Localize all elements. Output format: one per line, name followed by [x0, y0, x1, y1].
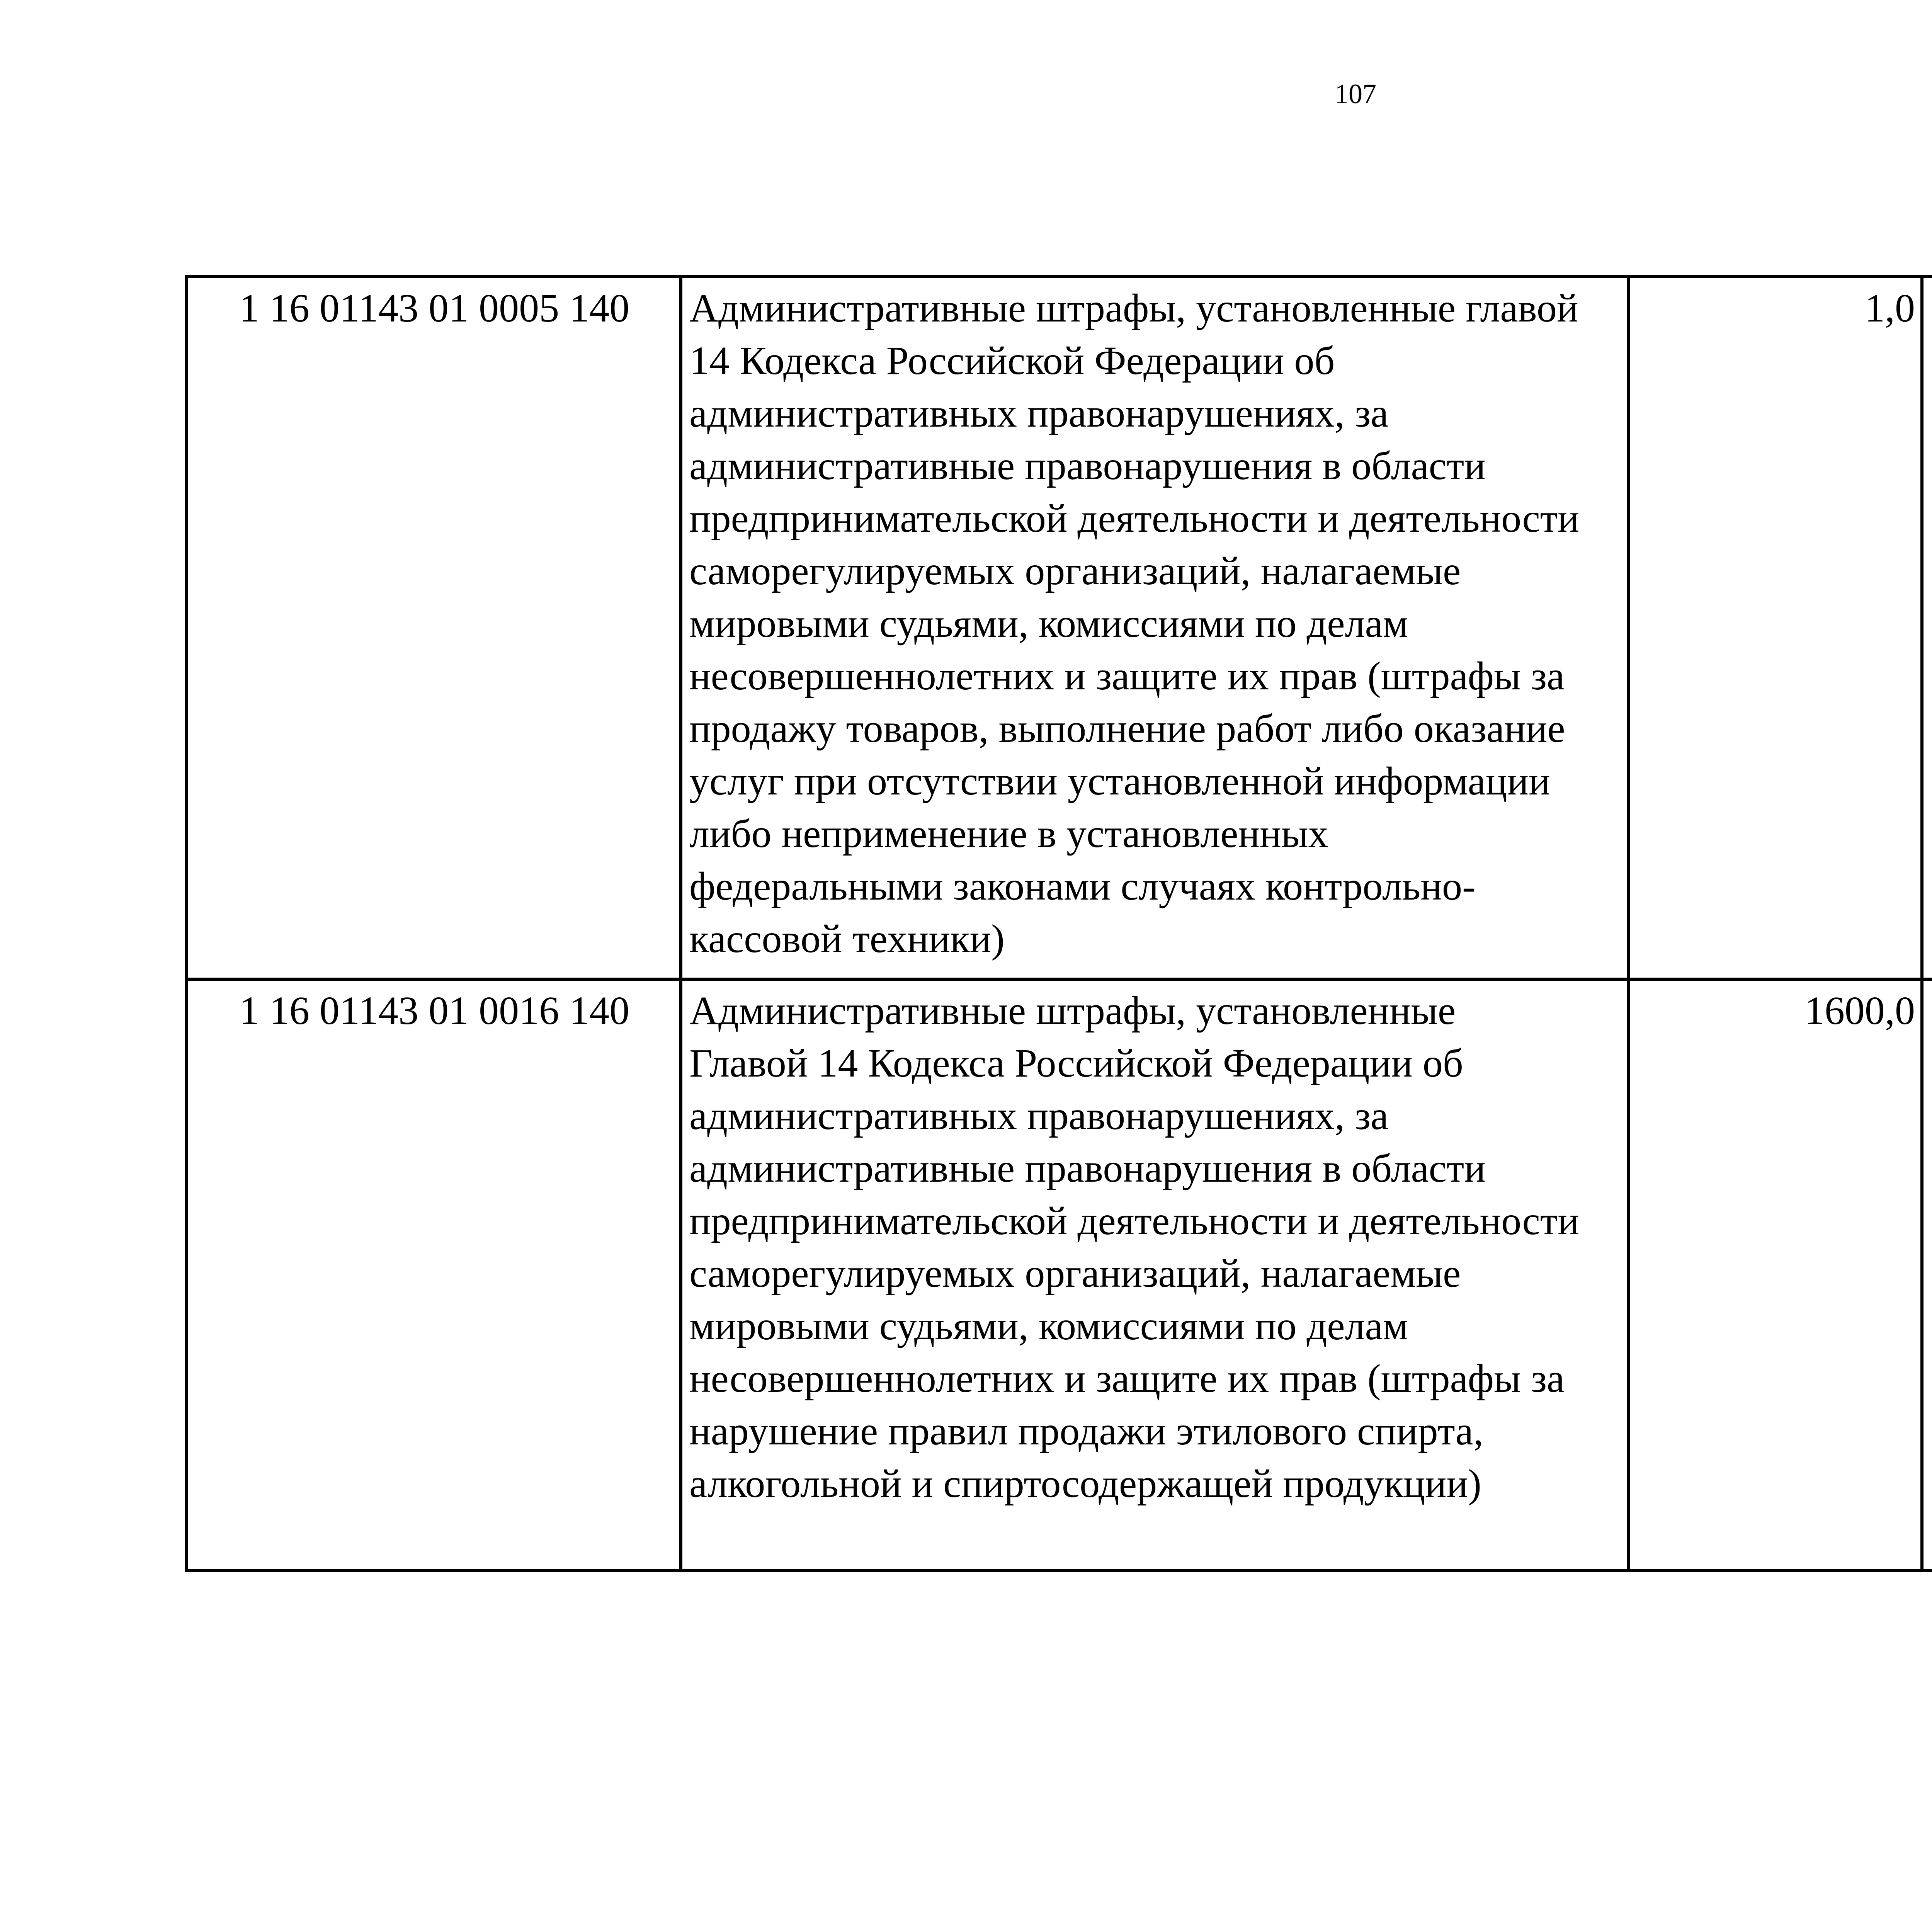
description-line: мировыми судьями, комиссиями по делам [689, 601, 1408, 646]
description-line: административные правонарушения в области [689, 1146, 1486, 1191]
table-row [186, 277, 1932, 979]
description-line: Административные штрафы, установленные главой [689, 286, 1578, 330]
budget-revenue-table [185, 275, 1932, 1572]
description-line: нарушение правил продажи этилового спирта, [689, 1409, 1483, 1453]
amount-cell [1922, 979, 1932, 1570]
classification-code-cell: 1 16 01143 01 0016 140 [186, 979, 681, 1570]
amount-cell: 1,0 [1628, 277, 1922, 979]
table-row [186, 979, 1932, 1570]
description-line: либо неприменение в установленных [689, 811, 1328, 856]
description-line: Главой 14 Кодекса Российской Федерации об [689, 1041, 1463, 1085]
description-line: несовершеннолетних и защите их прав (штрафы за [689, 654, 1565, 698]
description-line: предпринимательской деятельности и деятельности [689, 496, 1579, 541]
description-cell [681, 277, 1628, 979]
amount-cell [1922, 277, 1932, 979]
description-line: мировыми судьями, комиссиями по делам [689, 1304, 1408, 1348]
description-line: алкогольной и спиртосодержащей продукции) [689, 1461, 1481, 1506]
description-line: административных правонарушениях, за [689, 1094, 1389, 1138]
description-line: саморегулируемых организаций, налагаемые [689, 1251, 1461, 1296]
description-line: административные правонарушения в области [689, 444, 1486, 488]
description-line: административных правонарушениях, за [689, 391, 1389, 435]
description-line: продажу товаров, выполнение работ либо оказание [689, 706, 1565, 751]
description-line: Административные штрафы, установленные [689, 988, 1456, 1033]
description-line: кассовой техники) [689, 917, 1005, 961]
page-number: 107 [1335, 78, 1376, 109]
description-cell [681, 979, 1628, 1570]
description-line: предпринимательской деятельности и деятельности [689, 1199, 1579, 1243]
description-line: услуг при отсутствии установленной информации [689, 759, 1550, 803]
description-line: федеральными законами случаях контрольно- [689, 864, 1476, 908]
description-line: саморегулируемых организаций, налагаемые [689, 549, 1461, 593]
description-line: несовершеннолетних и защите их прав (штрафы за [689, 1356, 1565, 1401]
amount-cell: 1600,0 [1628, 979, 1922, 1570]
classification-code-cell: 1 16 01143 01 0005 140 [186, 277, 681, 979]
description-line: 14 Кодекса Российской Федерации об [689, 338, 1335, 383]
